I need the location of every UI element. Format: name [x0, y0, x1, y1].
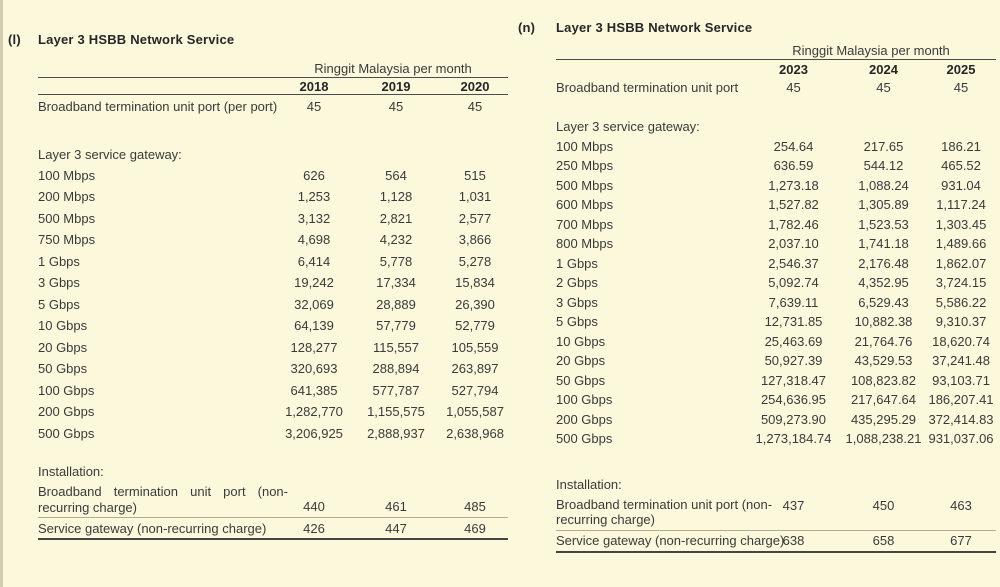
- value-cell: 254,636.95: [760, 392, 827, 408]
- value-cell: 636.59: [773, 158, 814, 174]
- value-cell: 45: [306, 99, 322, 115]
- value-cell: 108,823.82: [850, 372, 917, 388]
- value-cell: 2,821: [379, 210, 413, 226]
- row-label: 500 Gbps: [556, 431, 613, 447]
- value-cell: 6,414: [297, 253, 331, 269]
- value-cell: 1,741.18: [858, 236, 909, 252]
- value-cell: 115,557: [372, 339, 420, 355]
- table-row: [556, 156, 996, 176]
- value-cell: 461: [350, 482, 442, 518]
- table-row: [38, 315, 508, 337]
- table-row: [38, 272, 508, 294]
- value-cell: 288,894: [372, 361, 420, 377]
- value-cell: 263,897: [451, 361, 499, 377]
- table-row: [556, 312, 996, 332]
- page-title: Layer 3 HSBB Network Service: [556, 20, 753, 35]
- value-cell: 4,698: [297, 232, 331, 248]
- row-label: Broadband termination unit port (non-recurring charge): [556, 496, 773, 527]
- value-cell: 440: [278, 482, 350, 518]
- value-cell: 18,620.74: [932, 333, 990, 349]
- row-label-cell: [556, 390, 746, 410]
- table-row: [38, 208, 508, 230]
- value-cell: 1,155,575: [367, 404, 425, 420]
- table-row: [556, 429, 996, 449]
- value-cell: 127,318.47: [760, 372, 827, 388]
- value-cell: 3,866: [458, 232, 492, 248]
- group-row: [556, 475, 996, 495]
- table-row: [556, 215, 996, 235]
- row-label: 1 Gbps: [556, 255, 598, 271]
- unit-header: Ringgit Malaysia per month: [278, 61, 508, 78]
- group-row: [556, 117, 996, 137]
- table-row: [38, 337, 508, 359]
- value-cell: 5,278: [458, 253, 492, 269]
- value-cell: 32,069: [294, 296, 334, 312]
- value-cell: 1,862.07: [935, 255, 987, 271]
- value-cell: 57,779: [376, 318, 416, 334]
- value-cell: 1,088,238.21: [845, 431, 922, 447]
- spacer-cell: [556, 449, 996, 475]
- value-cell: 527,794: [451, 382, 499, 398]
- value-cell: 26,390: [455, 296, 495, 312]
- row-label-cell: [38, 95, 278, 119]
- row-group-label: Layer 3 service gateway:: [556, 118, 700, 134]
- row-label-cell: [556, 429, 746, 449]
- table-row: [38, 251, 508, 273]
- value-cell: 45: [786, 80, 801, 95]
- row-label-cell: [38, 272, 278, 294]
- year-header: 2018: [278, 78, 350, 95]
- value-cell: 64,139: [294, 318, 334, 334]
- row-label-cell: [38, 423, 278, 445]
- row-label-cell: [556, 77, 746, 99]
- spacer-row: [38, 119, 508, 145]
- value-cell: 1,128: [379, 189, 413, 205]
- row-label-cell: [556, 234, 746, 254]
- table-row: [556, 234, 996, 254]
- value-cell: 372,414.83: [928, 411, 994, 427]
- table-row: [556, 410, 996, 430]
- row-label: 700 Mbps: [556, 216, 614, 232]
- row-label: Service gateway (non-recurring charge): [38, 520, 267, 536]
- row-label: 3 Gbps: [38, 275, 80, 291]
- spacer-row: [556, 449, 996, 475]
- unit-header-row: [38, 61, 508, 78]
- value-cell: 5,778: [379, 253, 413, 269]
- value-cell: 485: [442, 482, 508, 518]
- section-l: [8, 32, 510, 540]
- value-cell: 638: [746, 530, 841, 552]
- unit-header: Ringgit Malaysia per month: [746, 43, 996, 60]
- row-label: 100 Mbps: [38, 167, 96, 183]
- year-header-row: [38, 78, 508, 95]
- value-cell: 1,253: [297, 189, 331, 205]
- year-header-row: [556, 60, 996, 77]
- row-label-cell: [556, 371, 746, 391]
- row-label-cell: [556, 332, 746, 352]
- year-header: 2020: [442, 78, 508, 95]
- value-cell: 2,546.37: [768, 255, 819, 271]
- table-row: [556, 530, 996, 552]
- year-header: 2025: [946, 61, 976, 77]
- row-group-label: Installation:: [38, 464, 104, 479]
- value-cell: 2,037.10: [768, 236, 819, 252]
- row-label: 750 Mbps: [38, 232, 96, 248]
- table-row: [38, 165, 508, 187]
- table-row: [556, 390, 996, 410]
- table-row: [556, 77, 996, 99]
- pricing-table-2023-2025: [556, 43, 996, 553]
- value-cell: 641,385: [290, 382, 338, 398]
- row-group-label: Installation:: [556, 476, 622, 492]
- empty-cell: [556, 43, 746, 60]
- value-cell: 463: [926, 495, 996, 531]
- value-cell: 17,334: [376, 275, 416, 291]
- row-label-cell: [38, 186, 278, 208]
- value-cell: 217,647.64: [850, 392, 917, 408]
- value-cell: 45: [388, 99, 404, 115]
- value-cell: 931.04: [941, 177, 981, 193]
- row-label: 50 Gbps: [38, 361, 88, 377]
- value-cell: 658: [841, 530, 926, 552]
- value-cell: 105,559: [451, 339, 499, 355]
- value-cell: 3,724.15: [935, 275, 987, 291]
- value-cell: 4,232: [379, 232, 413, 248]
- section-label: (l): [8, 32, 21, 47]
- value-cell: 426: [278, 518, 350, 540]
- section-n: [518, 20, 1000, 553]
- value-cell: 515: [464, 167, 486, 183]
- table-row: [556, 293, 996, 313]
- row-label: 200 Mbps: [38, 189, 96, 205]
- value-cell: 45: [876, 80, 891, 95]
- value-cell: 931,037.06: [928, 431, 994, 447]
- value-cell: 677: [926, 530, 996, 552]
- table-row: [556, 195, 996, 215]
- value-cell: 1,782.46: [768, 216, 819, 232]
- table-row: [556, 273, 996, 293]
- row-label-cell: [556, 351, 746, 371]
- year-header: 2024: [869, 61, 898, 77]
- row-group-label: Layer 3 service gateway:: [38, 146, 182, 162]
- table-row: [38, 482, 508, 518]
- value-cell: 469: [442, 518, 508, 540]
- row-label-cell: [556, 156, 746, 176]
- row-label: 500 Gbps: [38, 425, 95, 441]
- row-label-cell: [556, 273, 746, 293]
- row-label-cell: [556, 254, 746, 274]
- row-label-cell: [556, 530, 785, 552]
- row-label: 5 Gbps: [38, 296, 80, 312]
- value-cell: 45: [953, 80, 969, 95]
- value-cell: 19,242: [294, 275, 334, 291]
- section-header: [518, 20, 1000, 35]
- value-cell: 447: [350, 518, 442, 540]
- row-label-cell: [556, 176, 746, 196]
- row-label-cell: [556, 410, 746, 430]
- value-cell: 4,352.95: [858, 275, 909, 291]
- value-cell: 1,305.89: [858, 197, 909, 213]
- value-cell: 7,639.11: [768, 294, 819, 310]
- value-cell: 1,489.66: [935, 236, 987, 252]
- spacer-cell: [38, 444, 508, 462]
- row-label: 500 Mbps: [556, 177, 614, 193]
- row-label: 10 Gbps: [556, 333, 606, 349]
- row-label-cell: [556, 137, 746, 157]
- table-row: [38, 95, 508, 119]
- table-row: [38, 423, 508, 445]
- row-label-cell: [38, 208, 278, 230]
- value-cell: 186.21: [941, 138, 981, 154]
- table-body: [38, 95, 508, 540]
- value-cell: 544.12: [863, 158, 904, 174]
- table-row: [38, 294, 508, 316]
- row-label: 500 Mbps: [38, 210, 96, 226]
- value-cell: 45: [467, 99, 483, 115]
- row-label-cell: [38, 358, 278, 380]
- value-cell: 2,577: [458, 210, 492, 226]
- value-cell: 254.64: [773, 138, 814, 154]
- row-label-cell: [38, 251, 278, 273]
- row-label-cell: [556, 195, 746, 215]
- spacer-cell: [556, 99, 996, 117]
- row-label-cell: [556, 495, 773, 531]
- value-cell: 626: [303, 167, 325, 183]
- group-row: [38, 462, 508, 482]
- value-cell: 509,273.90: [760, 411, 827, 427]
- year-header: 2019: [350, 78, 442, 95]
- row-label-cell: [556, 312, 746, 332]
- row-label: 100 Mbps: [556, 138, 614, 154]
- table-row: [556, 371, 996, 391]
- value-cell: 1,303.45: [935, 216, 987, 232]
- value-cell: 5,586.22: [935, 294, 987, 310]
- value-cell: 3,206,925: [285, 425, 343, 441]
- row-label-cell: [556, 293, 746, 313]
- table-row: [556, 137, 996, 157]
- row-label-cell: [38, 337, 278, 359]
- year-header: 2023: [779, 61, 808, 77]
- row-label: 200 Gbps: [556, 411, 613, 427]
- value-cell: 450: [841, 495, 926, 531]
- row-label: 100 Gbps: [38, 382, 95, 398]
- row-label-cell: [38, 294, 278, 316]
- value-cell: 1,527.82: [768, 197, 819, 213]
- value-cell: 3,132: [297, 210, 331, 226]
- row-label: Service gateway (non-recurring charge): [556, 532, 785, 548]
- row-label: 20 Gbps: [38, 339, 88, 355]
- value-cell: 465.52: [941, 158, 981, 174]
- table-row: [38, 401, 508, 423]
- row-label: 50 Gbps: [556, 372, 606, 388]
- value-cell: 9,310.37: [935, 314, 987, 330]
- pricing-table-2018-2020: [38, 61, 508, 540]
- value-cell: 1,088.24: [858, 177, 909, 193]
- row-label: 1 Gbps: [38, 253, 80, 269]
- table-row: [556, 332, 996, 352]
- row-label-cell: [38, 315, 278, 337]
- value-cell: 1,055,587: [446, 404, 504, 420]
- row-label-cell: [38, 482, 288, 518]
- value-cell: 564: [385, 167, 407, 183]
- row-label-cell: [38, 518, 278, 540]
- row-label: 2 Gbps: [556, 275, 598, 291]
- value-cell: 50,927.39: [764, 353, 823, 369]
- value-cell: 186,207.41: [928, 392, 994, 408]
- empty-cell: [556, 60, 746, 77]
- row-label-cell: [38, 229, 278, 251]
- value-cell: 52,779: [455, 318, 495, 334]
- table-row: [38, 358, 508, 380]
- value-cell: 37,241.48: [932, 353, 990, 369]
- value-cell: 2,638,968: [446, 425, 504, 441]
- unit-header-row: [556, 43, 996, 60]
- row-label: 5 Gbps: [556, 314, 598, 330]
- row-label-cell: [556, 215, 746, 235]
- row-label: 250 Mbps: [556, 158, 614, 174]
- table-row: [556, 254, 996, 274]
- value-cell: 1,282,770: [285, 404, 343, 420]
- spacer-row: [556, 99, 996, 117]
- value-cell: 577,787: [372, 382, 420, 398]
- table-row: [38, 380, 508, 402]
- value-cell: 43,529.53: [854, 353, 913, 369]
- value-cell: 2,888,937: [367, 425, 425, 441]
- group-row: [38, 145, 508, 165]
- value-cell: 6,529.43: [858, 294, 909, 310]
- table-row: [38, 229, 508, 251]
- row-label: Broadband termination unit port (non-recurring charge): [38, 484, 288, 515]
- value-cell: 437: [746, 495, 841, 531]
- value-cell: 128,277: [290, 339, 338, 355]
- value-cell: 28,889: [376, 296, 416, 312]
- value-cell: 1,523.53: [858, 216, 909, 232]
- row-label: 600 Mbps: [556, 197, 614, 213]
- row-label-cell: [38, 401, 278, 423]
- table-row: [38, 186, 508, 208]
- scan-edge-artifact: [0, 0, 3, 587]
- row-label-cell: [38, 165, 278, 187]
- value-cell: 1,273.18: [768, 177, 819, 193]
- value-cell: 21,764.76: [854, 333, 913, 349]
- value-cell: 93,103.71: [932, 372, 990, 388]
- section-header: [8, 32, 510, 47]
- page-title: Layer 3 HSBB Network Service: [38, 32, 235, 47]
- table-row: [556, 176, 996, 196]
- table-body: [556, 77, 996, 552]
- table-row: [556, 351, 996, 371]
- value-cell: 10,882.38: [854, 314, 913, 330]
- value-cell: 217.65: [863, 138, 904, 154]
- empty-cell: [38, 61, 278, 78]
- value-cell: 320,693: [290, 361, 338, 377]
- table-row: [556, 495, 996, 531]
- row-label-cell: [38, 380, 278, 402]
- row-label: 20 Gbps: [556, 353, 606, 369]
- value-cell: 12,731.85: [764, 314, 823, 330]
- row-label: 3 Gbps: [556, 294, 598, 310]
- value-cell: 1,273,184.74: [755, 431, 832, 447]
- row-label: Broadband termination unit port: [556, 80, 739, 95]
- spacer-cell: [38, 119, 508, 145]
- empty-cell: [38, 78, 278, 95]
- value-cell: 2,176.48: [858, 255, 909, 271]
- value-cell: 25,463.69: [764, 333, 823, 349]
- value-cell: 15,834: [455, 275, 495, 291]
- row-label: 200 Gbps: [38, 404, 95, 420]
- spacer-row: [38, 444, 508, 462]
- value-cell: 435,295.29: [850, 411, 917, 427]
- value-cell: 5,092.74: [768, 275, 819, 291]
- value-cell: 1,117.24: [936, 197, 986, 213]
- row-label: Broadband termination unit port (per port): [38, 99, 278, 115]
- value-cell: 1,031: [458, 189, 492, 205]
- row-label: 100 Gbps: [556, 392, 613, 408]
- row-label: 10 Gbps: [38, 318, 88, 334]
- row-label: 800 Mbps: [556, 236, 614, 252]
- section-label: (n): [518, 20, 536, 35]
- table-row: [38, 518, 508, 540]
